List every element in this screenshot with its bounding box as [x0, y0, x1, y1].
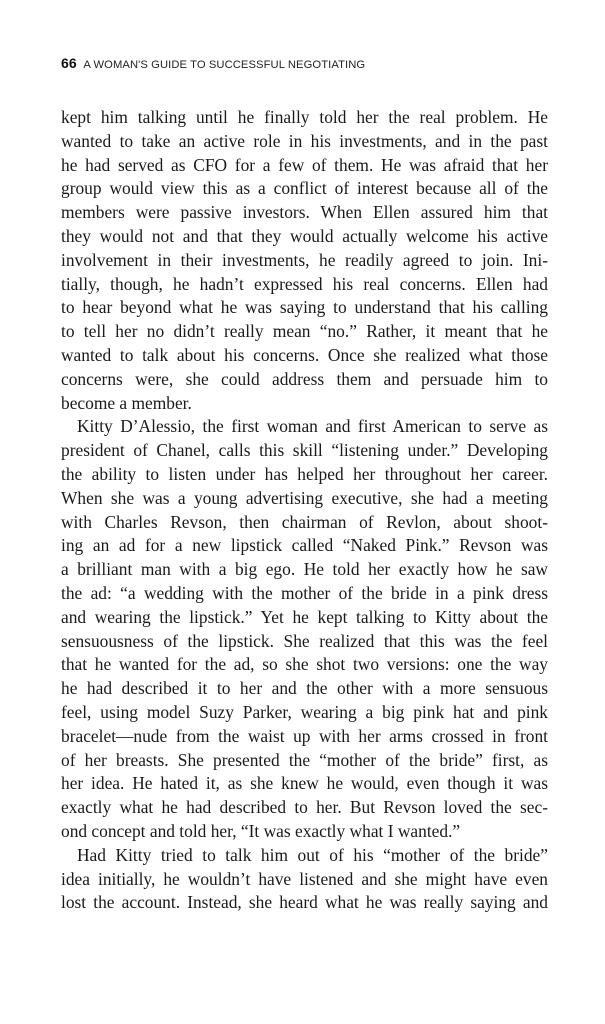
paragraph-3	[61, 844, 548, 915]
text-line: he had described it to her and the other with a more sensuous	[61, 678, 548, 699]
paragraph-1	[61, 106, 548, 415]
text-line: exactly what he had described to her. But Revson loved the sec-	[61, 797, 548, 818]
text-line: of her breasts. She presented the “mother of the bride” first, as	[61, 749, 548, 770]
text-line: lost the account. Instead, she heard what he was really saying and	[61, 892, 548, 913]
text-line: a brilliant man with a big ego. He told her exactly how he saw	[61, 559, 548, 580]
page-number: 66	[61, 55, 77, 71]
paragraph-2	[61, 415, 548, 843]
text-line: to hear beyond what he was saying to understand that his calling	[61, 297, 548, 318]
text-line: sensuousness of the lipstick. She realized that this was the feel	[61, 630, 548, 651]
text-line: When she was a young advertising executive, she had a meeting	[61, 487, 548, 508]
running-header	[61, 55, 365, 71]
text-line: they would not and that they would actually welcome his active	[61, 225, 548, 246]
text-line: ing an ad for a new lipstick called “Naked Pink.” Revson was	[61, 535, 548, 556]
text-line: her idea. He hated it, as she knew he would, even though it was	[61, 773, 548, 794]
text-line: idea initially, he wouldn’t have listened and she might have even	[61, 868, 548, 889]
text-line: members were passive investors. When Ellen assured him that	[61, 202, 548, 223]
text-line: Had Kitty tried to talk him out of his “mother of the bride”	[77, 844, 548, 865]
text-line: he had served as CFO for a few of them. He was afraid that her	[61, 154, 548, 175]
text-line: Kitty D’Alessio, the first woman and first American to serve as	[77, 416, 548, 437]
text-line: president of Chanel, calls this skill “listening under.” Developing	[61, 440, 548, 461]
text-line: kept him talking until he finally told her the real problem. He	[61, 107, 548, 127]
text-line: feel, using model Suzy Parker, wearing a big pink hat and pink	[61, 701, 548, 722]
text-line: bracelet—nude from the waist up with her arms crossed in front	[61, 725, 548, 746]
text-line: and wearing the lipstick.” Yet he kept talking to Kitty about the	[61, 606, 548, 627]
text-line: with Charles Revson, then chairman of Revlon, about shoot-	[61, 511, 548, 532]
book-title: A WOMAN'S GUIDE TO SUCCESSFUL NEGOTIATING	[83, 59, 366, 71]
text-line: the ad: “a wedding with the mother of the bride in a pink dress	[61, 582, 548, 603]
text-line: the ability to listen under has helped her throughout her career.	[61, 463, 548, 484]
text-line: that he wanted for the ad, so she shot two versions: one the way	[61, 654, 548, 675]
body-text	[61, 106, 548, 915]
text-line: wanted to take an active role in his investments, and in the past	[61, 130, 548, 151]
text-line: become a member.	[61, 392, 192, 413]
text-line: wanted to talk about his concerns. Once she realized what those	[61, 344, 548, 365]
text-line: concerns were, she could address them and persuade him to	[61, 368, 548, 389]
text-line: group would view this as a conflict of interest because all of the	[61, 178, 548, 199]
text-line: tially, though, he hadn’t expressed his real concerns. Ellen had	[61, 273, 548, 294]
text-line: ond concept and told her, “It was exactly what I wanted.”	[61, 820, 461, 841]
text-line: involvement in their investments, he readily agreed to join. Ini-	[61, 249, 548, 270]
text-line: to tell her no didn’t really mean “no.” Rather, it meant that he	[61, 321, 548, 342]
